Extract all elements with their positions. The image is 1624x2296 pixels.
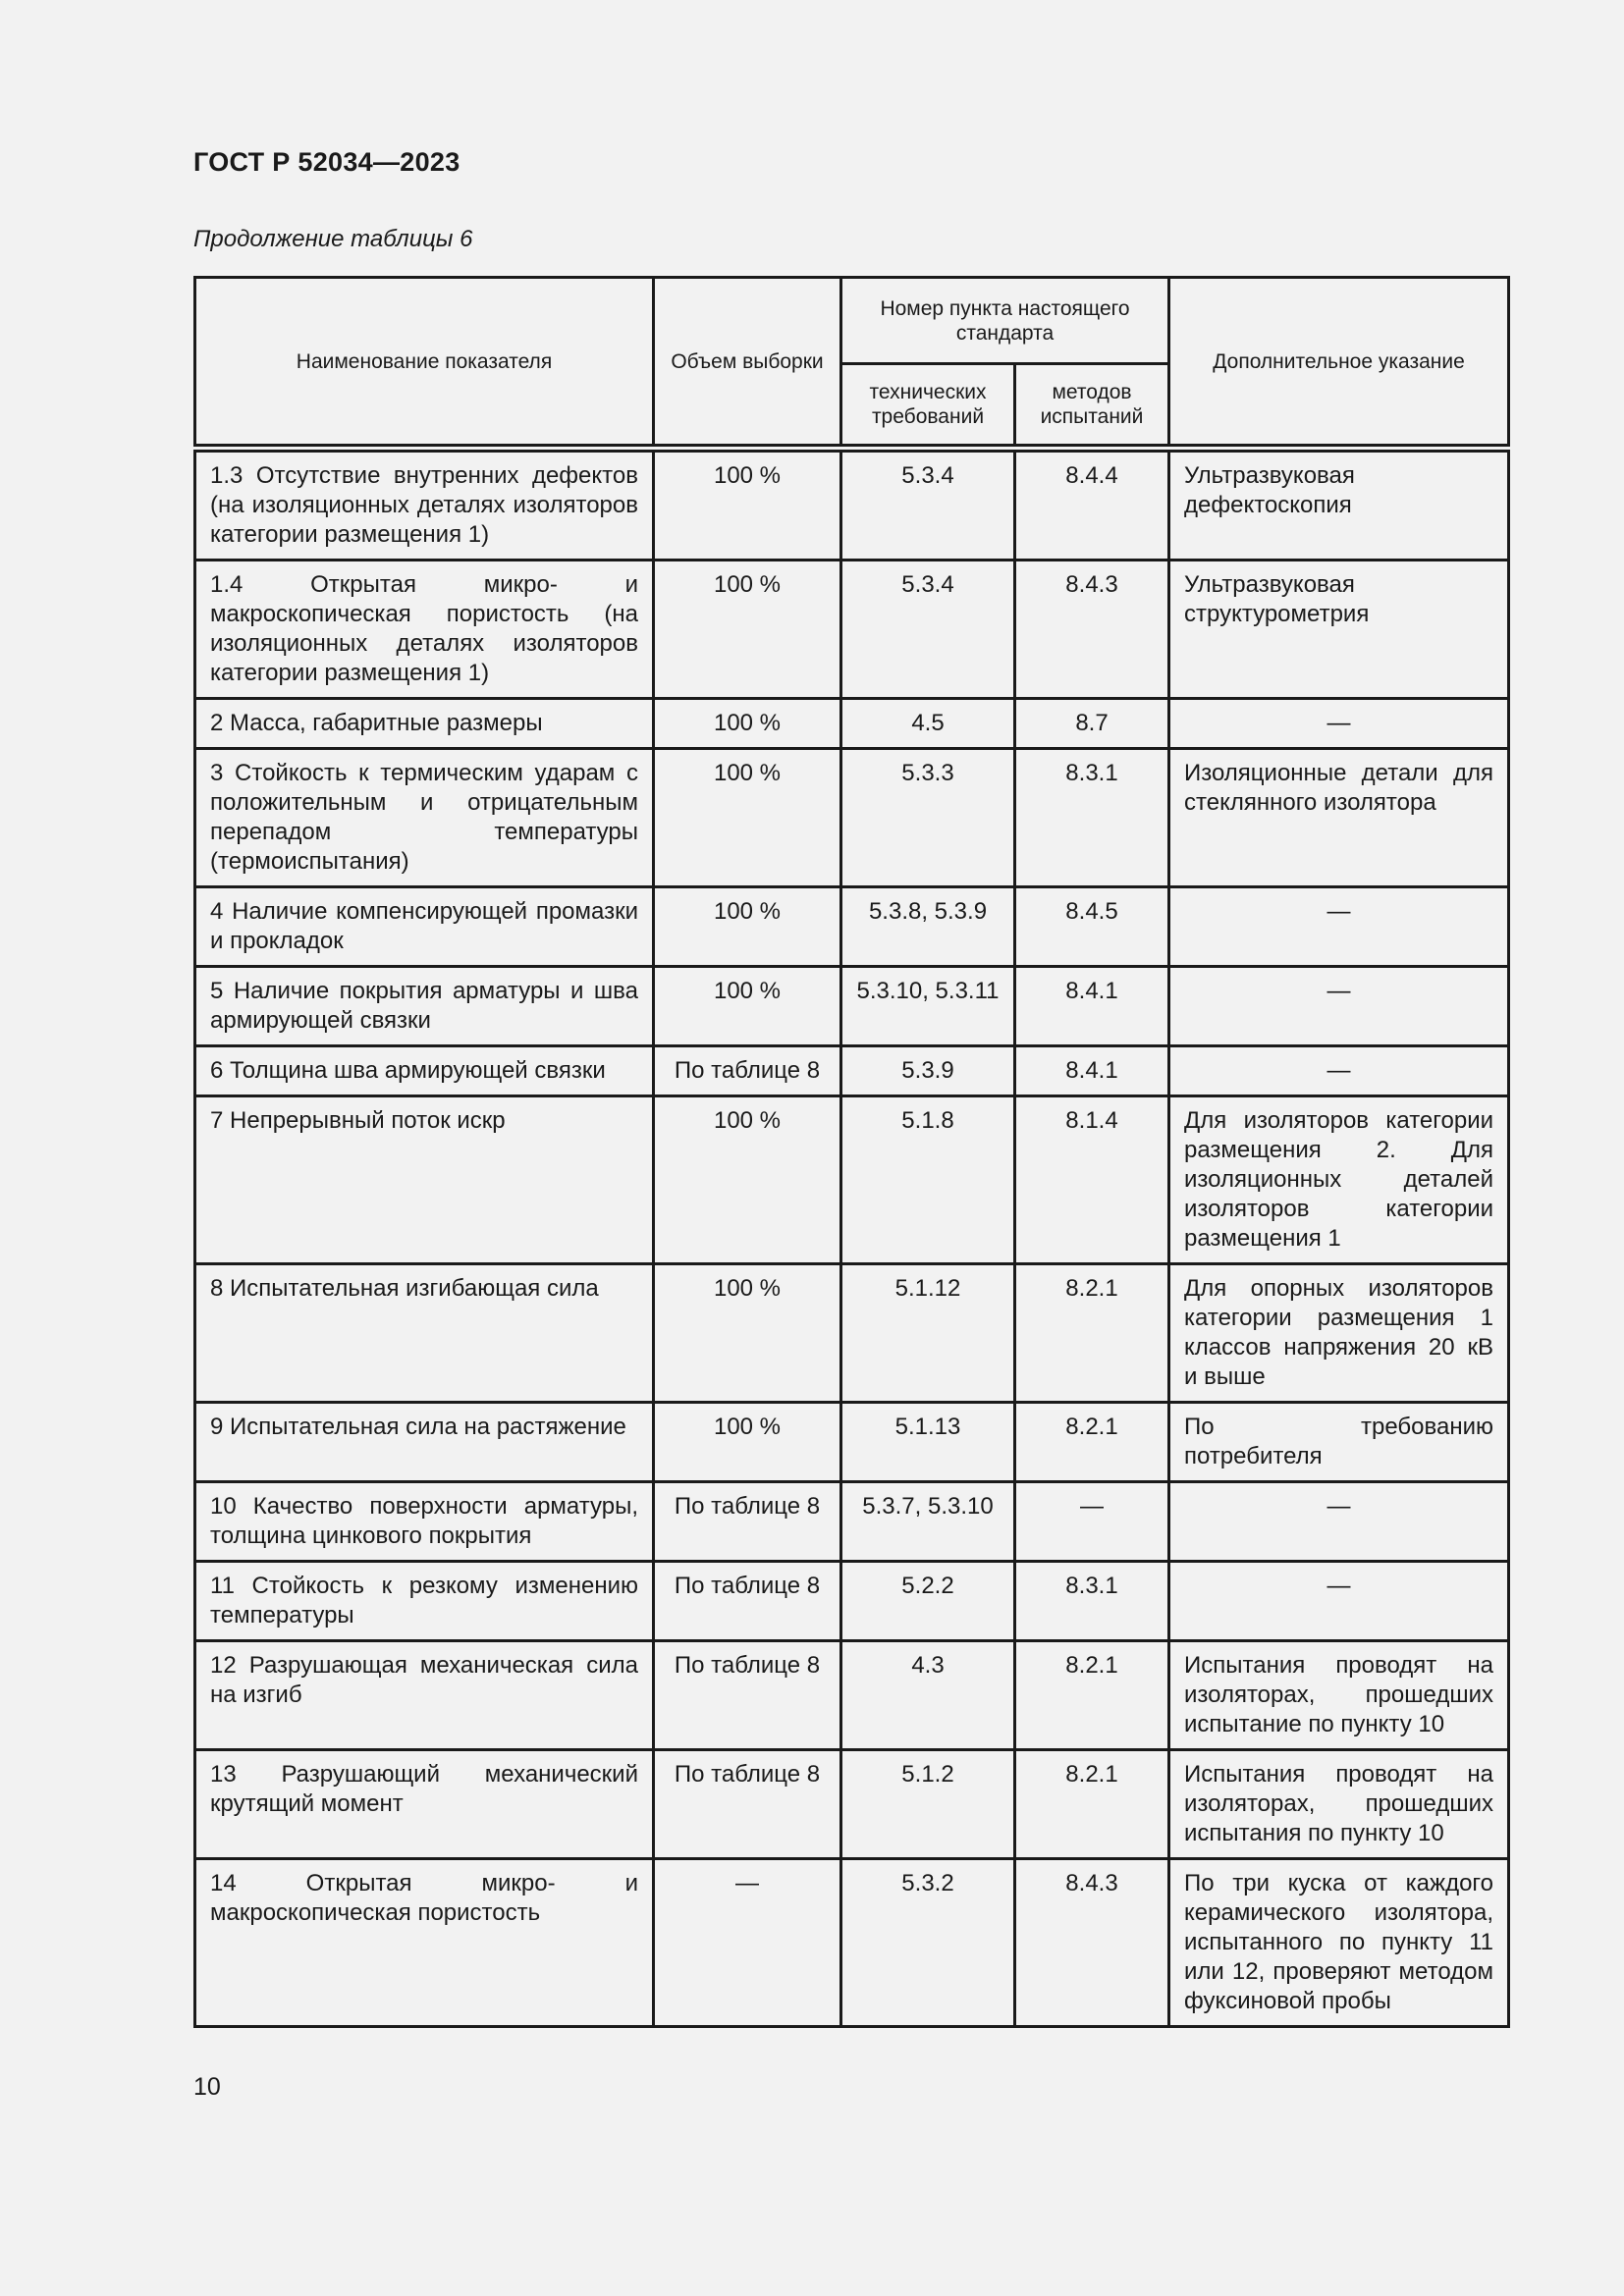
- header-name: Наименование показателя: [195, 278, 654, 449]
- row-name: 13 Разрушающий механический крутящий момент: [195, 1750, 654, 1859]
- row-sample: По таблице 8: [654, 1562, 841, 1641]
- table-body: [195, 449, 1509, 2027]
- table-row: [195, 749, 1509, 887]
- document-code: ГОСТ Р 52034—2023: [193, 147, 460, 177]
- row-sample: По таблице 8: [654, 1641, 841, 1750]
- table-row: [195, 1482, 1509, 1562]
- row-method-clause: 8.4.5: [1015, 887, 1169, 967]
- row-note: Ультразвуковая дефектоскопия: [1169, 449, 1509, 561]
- row-note: —: [1169, 1562, 1509, 1641]
- row-note: —: [1169, 1046, 1509, 1096]
- table-row: [195, 1641, 1509, 1750]
- row-name: 12 Разрушающая механическая сила на изгиб: [195, 1641, 654, 1750]
- row-method-clause: 8.2.1: [1015, 1641, 1169, 1750]
- row-name: 9 Испытательная сила на растяжение: [195, 1403, 654, 1482]
- row-note: —: [1169, 887, 1509, 967]
- row-method-clause: 8.2.1: [1015, 1403, 1169, 1482]
- row-sample: По таблице 8: [654, 1046, 841, 1096]
- header-sample: Объем выборки: [654, 278, 841, 449]
- row-method-clause: 8.4.4: [1015, 449, 1169, 561]
- table-row: [195, 1096, 1509, 1264]
- row-tech-clause: 5.3.3: [841, 749, 1015, 887]
- row-sample: 100 %: [654, 967, 841, 1046]
- table-row: [195, 887, 1509, 967]
- row-tech-clause: 4.5: [841, 699, 1015, 749]
- table-row: [195, 1264, 1509, 1403]
- row-sample: 100 %: [654, 449, 841, 561]
- row-name: 3 Стойкость к термическим ударам с положительным и отрицательным перепадом температуры (термоиспытания): [195, 749, 654, 887]
- header-note: Дополнительное указание: [1169, 278, 1509, 449]
- row-note: Для опорных изоляторов категории размещения 1 классов напряжения 20 кВ и выше: [1169, 1264, 1509, 1403]
- row-method-clause: 8.4.1: [1015, 967, 1169, 1046]
- row-sample: 100 %: [654, 561, 841, 699]
- row-method-clause: 8.7: [1015, 699, 1169, 749]
- row-method-clause: 8.2.1: [1015, 1264, 1169, 1403]
- row-tech-clause: 5.3.7, 5.3.10: [841, 1482, 1015, 1562]
- row-tech-clause: 5.1.13: [841, 1403, 1015, 1482]
- row-tech-clause: 5.3.4: [841, 561, 1015, 699]
- row-note: Ультразвуковая структурометрия: [1169, 561, 1509, 699]
- row-sample: 100 %: [654, 887, 841, 967]
- row-note: Испытания проводят на изоляторах, прошедших испытания по пункту 10: [1169, 1750, 1509, 1859]
- row-name: 8 Испытательная изгибающая сила: [195, 1264, 654, 1403]
- row-name: 7 Непрерывный поток искр: [195, 1096, 654, 1264]
- row-sample: 100 %: [654, 749, 841, 887]
- row-note: Испытания проводят на изоляторах, прошедших испытание по пункту 10: [1169, 1641, 1509, 1750]
- requirements-table: [193, 276, 1510, 2028]
- header-clause-group: Номер пункта настоящего стандарта: [841, 278, 1169, 364]
- row-sample: 100 %: [654, 1264, 841, 1403]
- header-methods: методов испытаний: [1015, 364, 1169, 449]
- row-tech-clause: 5.3.2: [841, 1859, 1015, 2027]
- table-caption: Продолжение таблицы 6: [193, 226, 473, 252]
- row-name: 11 Стойкость к резкому изменению температуры: [195, 1562, 654, 1641]
- row-tech-clause: 5.1.2: [841, 1750, 1015, 1859]
- row-method-clause: —: [1015, 1482, 1169, 1562]
- row-name: 1.3 Отсутствие внутренних дефектов (на изоляционных деталях изоляторов категории размещения 1): [195, 449, 654, 561]
- row-name: 6 Толщина шва армирующей связки: [195, 1046, 654, 1096]
- table-row: [195, 1859, 1509, 2027]
- row-method-clause: 8.4.3: [1015, 561, 1169, 699]
- row-tech-clause: 5.1.8: [841, 1096, 1015, 1264]
- row-tech-clause: 5.3.8, 5.3.9: [841, 887, 1015, 967]
- row-note: Для изоляторов категории размещения 2. Для изоляционных деталей изоляторов категории размещения 1: [1169, 1096, 1509, 1264]
- row-name: 5 Наличие покрытия арматуры и шва армирующей связки: [195, 967, 654, 1046]
- row-tech-clause: 5.3.9: [841, 1046, 1015, 1096]
- row-tech-clause: 5.2.2: [841, 1562, 1015, 1641]
- row-name: 4 Наличие компенсирующей промазки и прокладок: [195, 887, 654, 967]
- row-tech-clause: 5.3.10, 5.3.11: [841, 967, 1015, 1046]
- row-sample: —: [654, 1859, 841, 2027]
- table-row: [195, 561, 1509, 699]
- table-row: [195, 1562, 1509, 1641]
- row-method-clause: 8.2.1: [1015, 1750, 1169, 1859]
- row-note: Изоляционные детали для стеклянного изолятора: [1169, 749, 1509, 887]
- header-tech: технических требований: [841, 364, 1015, 449]
- row-note: По три куска от каждого керамического изолятора, испытанного по пункту 11 или 12, проверяют методом фуксиновой пробы: [1169, 1859, 1509, 2027]
- row-name: 14 Открытая микро- и макроскопическая пористость: [195, 1859, 654, 2027]
- row-note: По требованию потребителя: [1169, 1403, 1509, 1482]
- row-sample: 100 %: [654, 699, 841, 749]
- row-sample: По таблице 8: [654, 1750, 841, 1859]
- row-name: 1.4 Открытая микро- и макроскопическая пористость (на изоляционных деталях изоляторов категории размещения 1): [195, 561, 654, 699]
- row-name: 2 Масса, габаритные размеры: [195, 699, 654, 749]
- row-sample: По таблице 8: [654, 1482, 841, 1562]
- table-row: [195, 967, 1509, 1046]
- row-note: —: [1169, 699, 1509, 749]
- row-tech-clause: 5.3.4: [841, 449, 1015, 561]
- row-tech-clause: 4.3: [841, 1641, 1015, 1750]
- row-method-clause: 8.3.1: [1015, 749, 1169, 887]
- table-row: [195, 449, 1509, 561]
- row-name: 10 Качество поверхности арматуры, толщина цинкового покрытия: [195, 1482, 654, 1562]
- row-method-clause: 8.4.1: [1015, 1046, 1169, 1096]
- row-note: —: [1169, 1482, 1509, 1562]
- row-sample: 100 %: [654, 1096, 841, 1264]
- row-method-clause: 8.1.4: [1015, 1096, 1169, 1264]
- table-row: [195, 1403, 1509, 1482]
- page-number: 10: [193, 2073, 221, 2101]
- row-note: —: [1169, 967, 1509, 1046]
- table-row: [195, 699, 1509, 749]
- row-method-clause: 8.4.3: [1015, 1859, 1169, 2027]
- table-row: [195, 1750, 1509, 1859]
- row-sample: 100 %: [654, 1403, 841, 1482]
- row-method-clause: 8.3.1: [1015, 1562, 1169, 1641]
- row-tech-clause: 5.1.12: [841, 1264, 1015, 1403]
- table-row: [195, 1046, 1509, 1096]
